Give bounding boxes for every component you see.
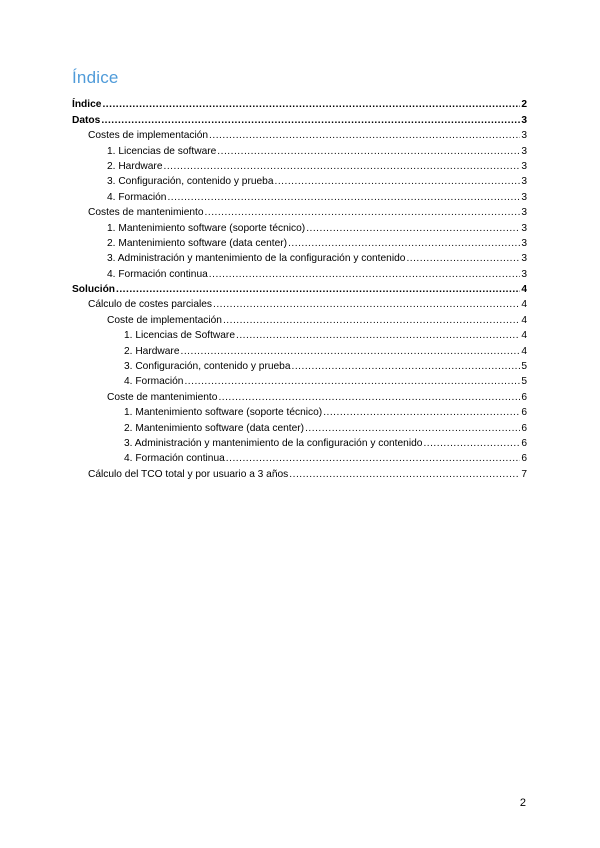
toc-entry-page-number: 6 xyxy=(521,453,527,465)
toc-entry-page-number: 3 xyxy=(521,237,527,249)
toc-entry[interactable] xyxy=(72,404,527,419)
toc-entry-page-number: 6 xyxy=(521,391,527,403)
toc-entry-label: Costes de implementación xyxy=(88,130,209,142)
toc-dot-leader xyxy=(209,129,520,142)
toc-entry-label: 1. Licencias de Software xyxy=(124,330,235,342)
toc-dot-leader xyxy=(406,252,520,265)
toc-entry[interactable] xyxy=(72,96,527,111)
toc-entry[interactable] xyxy=(72,358,527,373)
toc-dot-leader xyxy=(184,375,520,388)
toc-entry-page-number: 3 xyxy=(521,130,527,142)
toc-entry[interactable] xyxy=(72,450,527,465)
toc-entry-page-number: 3 xyxy=(521,191,527,203)
toc-entry-label: 3. Administración y mantenimiento de la configuración y contenido xyxy=(107,253,406,265)
toc-dot-leader xyxy=(226,452,521,465)
toc-entry-label: Datos xyxy=(72,114,101,126)
toc-entry[interactable] xyxy=(72,219,527,234)
toc-entry-page-number: 3 xyxy=(521,160,527,172)
toc-entry-label: 1. Mantenimiento software (soporte técnico) xyxy=(124,407,323,419)
toc-entry-page-number: 3 xyxy=(521,222,527,234)
toc-entry-page-number: 3 xyxy=(521,114,527,126)
toc-dot-leader xyxy=(223,314,520,327)
toc-entry-label: Costes de mantenimiento xyxy=(88,207,204,219)
toc-dot-leader xyxy=(289,468,520,481)
toc-entry[interactable] xyxy=(72,265,527,280)
toc-entry-label: Índice xyxy=(72,99,102,111)
toc-entry[interactable] xyxy=(72,188,527,203)
table-of-contents xyxy=(72,96,527,481)
toc-dot-leader xyxy=(288,237,520,250)
toc-entry[interactable] xyxy=(72,388,527,403)
toc-entry-page-number: 4 xyxy=(521,330,527,342)
toc-entry[interactable] xyxy=(72,235,527,250)
toc-dot-leader xyxy=(102,98,520,111)
toc-entry[interactable] xyxy=(72,373,527,388)
toc-dot-leader xyxy=(275,175,521,188)
toc-dot-leader xyxy=(292,360,521,373)
toc-entry-page-number: 3 xyxy=(521,207,527,219)
toc-entry-label: 4. Formación xyxy=(107,191,167,203)
toc-dot-leader xyxy=(236,329,520,342)
toc-entry[interactable] xyxy=(72,111,527,126)
toc-title: Índice xyxy=(72,68,119,87)
toc-dot-leader xyxy=(305,422,520,435)
toc-entry[interactable] xyxy=(72,419,527,434)
toc-dot-leader xyxy=(423,437,520,450)
toc-entry-page-number: 4 xyxy=(521,345,527,357)
toc-entry-page-number: 4 xyxy=(521,299,527,311)
toc-entry[interactable] xyxy=(72,296,527,311)
toc-entry-page-number: 3 xyxy=(521,176,527,188)
toc-entry-label: 4. Formación xyxy=(124,376,184,388)
toc-entry-label: 1. Licencias de software xyxy=(107,145,217,157)
toc-dot-leader xyxy=(101,114,520,127)
toc-entry[interactable] xyxy=(72,465,527,480)
toc-dot-leader xyxy=(205,206,521,219)
toc-entry-label: 2. Mantenimiento software (data center) xyxy=(107,237,288,249)
toc-entry-label: Solución xyxy=(72,284,116,296)
toc-entry-label: 3. Configuración, contenido y prueba xyxy=(124,361,291,373)
toc-dot-leader xyxy=(181,345,521,358)
toc-dot-leader xyxy=(164,160,521,173)
toc-entry-label: 1. Mantenimiento software (soporte técnico) xyxy=(107,222,306,234)
toc-dot-leader xyxy=(167,191,520,204)
toc-entry-label: 2. Mantenimiento software (data center) xyxy=(124,422,305,434)
toc-entry-label: 4. Formación continua xyxy=(124,453,225,465)
toc-entry[interactable] xyxy=(72,173,527,188)
toc-dot-leader xyxy=(306,222,520,235)
toc-entry[interactable] xyxy=(72,435,527,450)
toc-entry-label: 3. Administración y mantenimiento de la configuración y contenido xyxy=(124,437,423,449)
toc-entry[interactable] xyxy=(72,250,527,265)
toc-entry-label: 3. Configuración, contenido y prueba xyxy=(107,176,274,188)
toc-dot-leader xyxy=(218,391,520,404)
toc-entry-page-number: 3 xyxy=(521,253,527,265)
toc-entry[interactable] xyxy=(72,158,527,173)
toc-entry-page-number: 7 xyxy=(521,468,527,480)
toc-entry[interactable] xyxy=(72,281,527,296)
toc-dot-leader xyxy=(323,406,520,419)
toc-entry[interactable] xyxy=(72,127,527,142)
document-page xyxy=(72,68,527,481)
toc-entry-page-number: 2 xyxy=(521,99,527,111)
toc-dot-leader xyxy=(209,268,521,281)
toc-entry-label: Coste de implementación xyxy=(107,314,222,326)
toc-entry-page-number: 6 xyxy=(521,437,527,449)
toc-entry-label: Cálculo del TCO total y por usuario a 3 años xyxy=(88,468,289,480)
toc-entry-label: 2. Hardware xyxy=(107,160,163,172)
toc-dot-leader xyxy=(116,283,520,296)
toc-dot-leader xyxy=(217,145,520,158)
toc-entry[interactable] xyxy=(72,142,527,157)
toc-entry-label: 2. Hardware xyxy=(124,345,180,357)
toc-entry-page-number: 4 xyxy=(521,284,527,296)
toc-entry-page-number: 6 xyxy=(521,407,527,419)
toc-entry-page-number: 3 xyxy=(521,268,527,280)
toc-entry-page-number: 5 xyxy=(521,376,527,388)
toc-entry-label: Cálculo de costes parciales xyxy=(88,299,213,311)
toc-dot-leader xyxy=(213,298,520,311)
toc-entry-label: 4. Formación continua xyxy=(107,268,208,280)
toc-entry-page-number: 4 xyxy=(521,314,527,326)
toc-entry-page-number: 5 xyxy=(521,361,527,373)
toc-entry-page-number: 6 xyxy=(521,422,527,434)
toc-entry-label: Coste de mantenimiento xyxy=(107,391,218,403)
footer-page-number: 2 xyxy=(519,797,526,809)
toc-entry[interactable] xyxy=(72,327,527,342)
toc-entry[interactable] xyxy=(72,204,527,219)
toc-entry[interactable] xyxy=(72,311,527,326)
toc-entry-page-number: 3 xyxy=(521,145,527,157)
toc-entry[interactable] xyxy=(72,342,527,357)
